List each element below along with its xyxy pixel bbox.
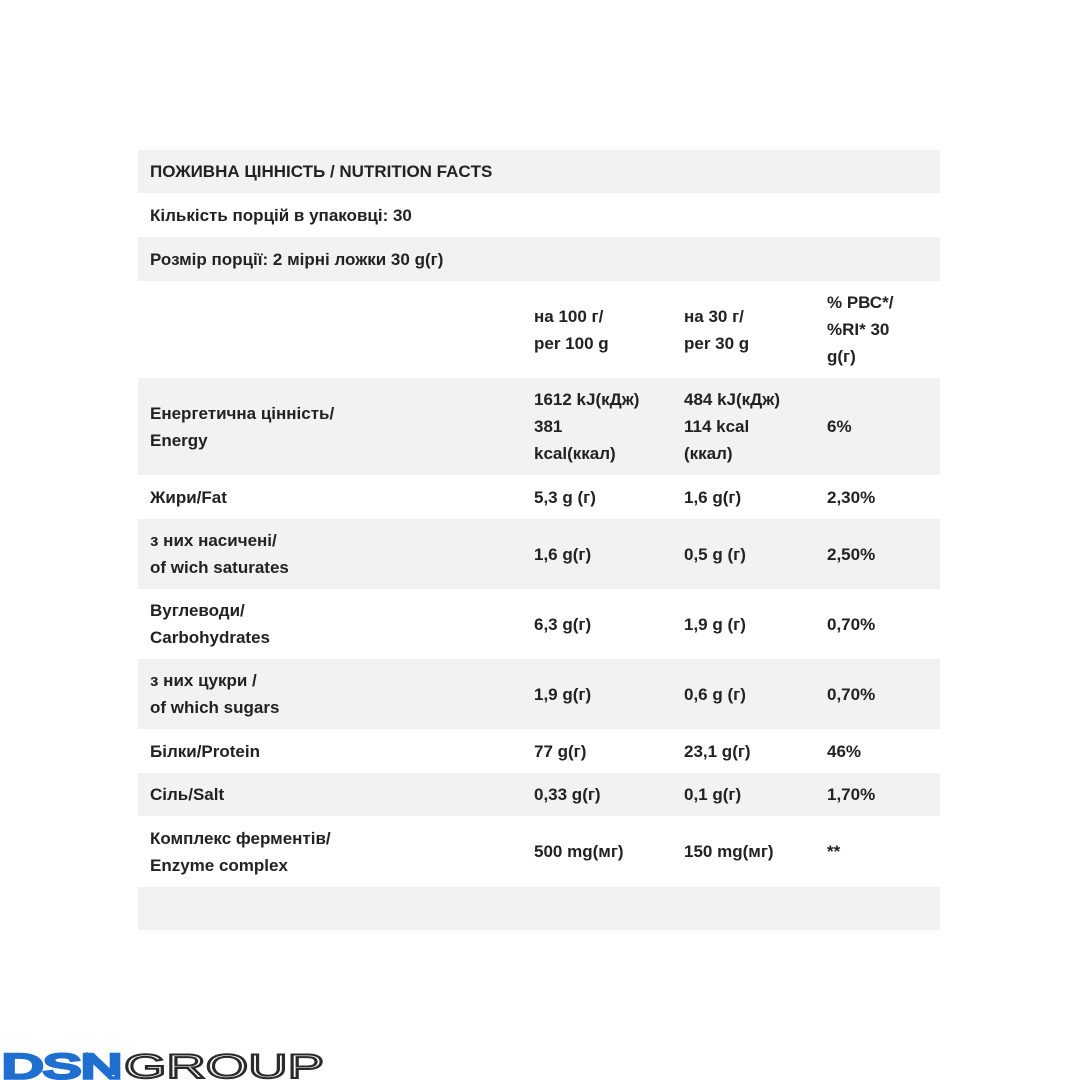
serving-size: Розмір порції: 2 мірні ложки 30 g(г): [150, 249, 444, 269]
empty-row: [138, 887, 940, 930]
column-header-per30: на 30 г/ per 30 g: [684, 306, 750, 353]
table-row: [138, 475, 940, 519]
serving-size-row: [138, 237, 940, 281]
value-per100: 6,3 g(г): [534, 614, 592, 634]
nutrient-name: Сіль/Salt: [150, 785, 225, 804]
nutrient-name: Енергетична цінність/ Energy: [150, 403, 335, 450]
nutrient-name: Комплекс ферментів/ Enzyme complex: [150, 828, 331, 875]
value-per100: 1612 kJ(кДж) 381 kcal(ккал): [534, 390, 640, 463]
servings-row: [138, 193, 940, 237]
value-ri: 0,70%: [827, 614, 876, 634]
column-header-row: [138, 281, 940, 378]
value-per30: 23,1 g(г): [684, 741, 751, 761]
table-row: [138, 729, 940, 773]
logo-group-text: GROUP: [124, 1052, 324, 1080]
value-per30: 0,1 g(г): [684, 785, 742, 804]
column-header-ri: % РВС*/ %RI* 30 g(г): [827, 293, 894, 366]
nutrient-name: з них цукри / of which sugars: [150, 671, 280, 717]
table-row: [138, 589, 940, 659]
value-ri: 46%: [827, 741, 862, 761]
table-row: [138, 378, 940, 475]
servings-per-container: Кількість порцій в упаковці: 30: [150, 205, 412, 225]
value-per30: 150 mg(мг): [684, 842, 774, 861]
value-per100: 500 mg(мг): [534, 842, 624, 861]
nutrition-title: ПОЖИВНА ЦІННІСТЬ / NUTRITION FACTS: [150, 162, 493, 181]
dsn-group-logo: [2, 1052, 326, 1080]
value-ri: 2,50%: [827, 544, 876, 564]
nutrient-name: Вуглеводи/ Carbohydrates: [150, 601, 270, 647]
value-per100: 5,3 g (г): [534, 487, 596, 507]
value-per30: 484 kJ(кДж) 114 kcal (ккал): [684, 390, 780, 463]
value-per30: 1,9 g (г): [684, 614, 746, 634]
table-row: [138, 519, 940, 589]
value-ri: 2,30%: [827, 487, 876, 507]
value-per30: 1,6 g(г): [684, 487, 742, 507]
table-row: [138, 816, 940, 887]
value-ri: 6%: [827, 417, 852, 436]
value-per100: 77 g(г): [534, 741, 587, 761]
value-ri: **: [827, 842, 841, 861]
value-ri: 1,70%: [827, 785, 876, 804]
value-per100: 0,33 g(г): [534, 785, 601, 804]
column-header-per100: на 100 г/ per 100 g: [534, 306, 609, 353]
value-per100: 1,9 g(г): [534, 684, 592, 704]
table-row: [138, 659, 940, 729]
table-row: [138, 773, 940, 816]
value-per30: 0,6 g (г): [684, 684, 746, 704]
value-ri: 0,70%: [827, 684, 876, 704]
value-per100: 1,6 g(г): [534, 544, 592, 564]
title-row: [138, 150, 940, 193]
logo-dsn-text: DSN: [2, 1052, 122, 1080]
nutrient-name: Білки/Protein: [150, 741, 260, 761]
nutrient-name: з них насичені/ of wich saturates: [150, 531, 289, 577]
nutrition-table: [138, 150, 940, 930]
nutrient-name: Жири/Fat: [150, 487, 227, 507]
value-per30: 0,5 g (г): [684, 544, 746, 564]
